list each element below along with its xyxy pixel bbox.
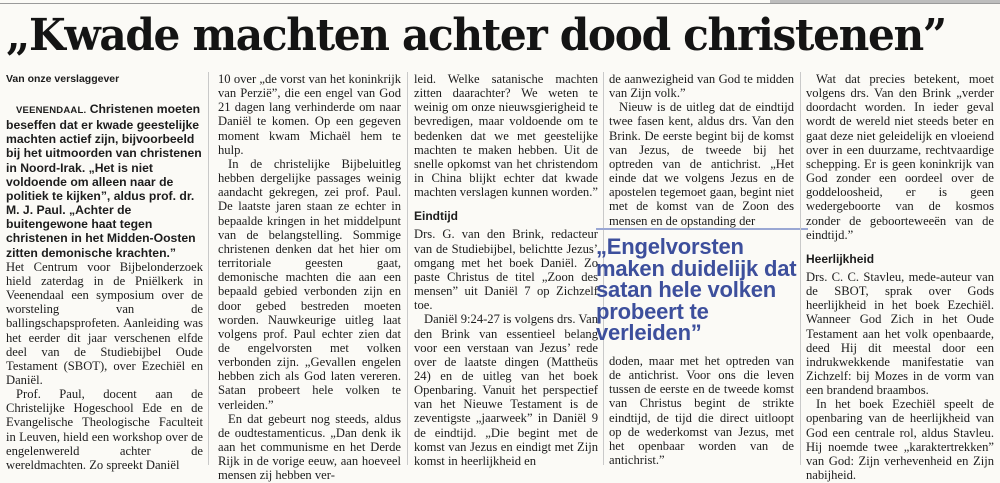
paragraph: de aanwezigheid van God te midden van Zijn volk.”: [609, 72, 794, 101]
paragraph: doden, maar met het optreden van de antichrist. Voor ons die leven tussen de eerste en de tweede komst van Christus begint de strikte eindtijd, de tijd die direct uitloopt op de wederkomst van Jezus, met het openbaar worden van de antichrist.”: [609, 354, 794, 468]
lead-text: Christenen moeten beseffen dat er kwade geestelijke machten actief zijn, bijvoorbeeld bij het uitmoorden van christenen in Noord-Irak. „Het is niet voldoende om alleen naar de politiek te kijken”, aldus prof. dr. M. J. Paul. „Achter de buitengewone haat tegen christenen in het Midden-Oosten zitten demonische krachten.”: [6, 102, 202, 260]
article-column-4-continued: [609, 354, 794, 467]
top-border-line: [0, 3, 1000, 4]
column-rule: [407, 72, 408, 465]
paragraph: 10 over „de vorst van het koninkrijk van Perzië”, die een engel van God 21 dagen lang verhinderde om naar Daniël te komen. Op een gegeven moment kwam Michaël hem te hulp.: [218, 72, 401, 157]
article-column-5: [806, 72, 994, 482]
article-column-1: [6, 72, 203, 472]
pull-quote-text: „Engelvorsten maken duidelijk dat satan hele volken probeert te verleiden”: [596, 234, 797, 345]
article-column-4: [609, 72, 794, 228]
paragraph: leid. Welke satanische machten zitten daarachter? We weten te weinig om onze nieuwsgierigheid te bevredigen, maar voldoende om te bedenken dat we met geestelijke machten te maken hebben. Uit de snelle opkomst van het christendom in China blijkt echter dat kwade machten verslagen kunnen worden.”: [414, 72, 598, 200]
article-lead: [6, 102, 203, 260]
paragraph: Nieuw is de uitleg dat de eindtijd twee fasen kent, aldus drs. Van den Brink. De eerste begint bij de komst van Jezus, de tweede bij het optreden van de antichrist. „Het einde dat we volgens Jezus en de apostelen tegemoet gaan, begint niet met de komst van de Zoon des mensen en de opstanding der: [609, 100, 794, 228]
dateline: VEENENDAAL.: [16, 105, 87, 116]
subhead-heerlijkheid: Heerlijkheid: [806, 251, 875, 266]
article-headline: „Kwade machten achter dood christenen”: [6, 10, 946, 61]
subhead-eindtijd: Eindtijd: [414, 209, 458, 224]
paragraph: Wat dat precies betekent, moet volgens drs. Van den Brink „verder doordacht worden. In ieder geval wordt de wereld niet steeds beter en gaat deze niet geleidelijk en vloeiend over in een duurzame, rechtvaardige schepping. Er is geen koninkrijk van God zonder een oordeel over de goddeloosheid, er is geen wedergeboorte van de kosmos zonder de geboorteweeën van de eindtijd.”: [806, 72, 994, 242]
paragraph: In de christelijke Bijbeluitleg hebben dergelijke passages weinig aandacht gekregen, zei prof. Paul. De laatste jaren staan ze echter in bepaalde kringen in het middelpunt van de belangstelling. Sommige christenen denken dat het hier om territoriale geesten gaat, demonische machten die aan een bepaald gebied verbonden zijn en door gebed bestreden moeten worden. Nauwkeurige uitleg laat volgens prof. Paul echter zien dat de engelvorsten met volken verbonden zijn. „Gevallen engelen hebben zich als God laten vereren. Satan probeert hele volken te verleiden.”: [218, 156, 401, 412]
paragraph: En dat gebeurt nog steeds, aldus de oudtestamenticus. „Dan denk ik aan het communisme en het Derde Rijk in de vorige eeuw, aan hoeveel mensen zij hebben ver-: [218, 411, 401, 483]
column-rule: [800, 72, 801, 465]
paragraph: In het boek Ezechiël speelt de openbaring van de heerlijkheid van God een centrale rol, aldus Stavleu. Hij noemde twee „karaktertrekken” van God: Zijn verhevenheid en Zijn nabijheid.: [806, 397, 994, 483]
paragraph: Het Centrum voor Bijbelonderzoek hield zaterdag in de Pniëlkerk in Veenendaal een symposium over de worsteling van de ballingschapsprofeten. Aanleiding was het eerder dit jaar verschenen elfde deel van de Studiebijbel Oude Testament (SBOT), over Ezechiël en Daniël.: [6, 259, 203, 387]
pull-quote: [596, 228, 808, 350]
paragraph: Daniël 9:24-27 is volgens drs. Van den Brink van essentieel belang voor een verstaan van Jezus’ rede over de laatste dingen (Mattheüs 24) en de uitleg van het boek Openbaring. Vanuit het perspectief van het Nieuwe Testament is de zeventigste „jaarweek” in Daniël 9 de eindtijd. „Die begint met de komst van Jezus en eindigt met Zijn komst in heerlijkheid en: [414, 312, 598, 468]
byline: Van onze verslaggever: [6, 73, 120, 85]
paragraph: Drs. G. van den Brink, redacteur van de Studiebijbel, belichtte Jezus’ omgang met het boek Daniël. Zo paste Christus de titel „Zoon des mensen” uit Daniël 7 op Zichzelf toe.: [414, 227, 598, 313]
article-column-2: [218, 72, 401, 483]
paragraph: Prof. Paul, docent aan de Christelijke Hogeschool Ede en de Evangelische Theologische Faculteit in Leuven, hield een workshop over de engelenwereld achter de wereldmachten. Zo spreekt Daniël: [6, 387, 203, 472]
article-column-3: [414, 72, 598, 468]
paragraph: Drs. C. C. Stavleu, mede-auteur van de SBOT, sprak over Gods heerlijkheid in het boek Ezechiël. Wanneer God Zich in het Oude Testament aan het volk openbaarde, deed Hij dit meestal door een indrukwekkende manifestatie van Zichzelf: bij Mozes in de vorm van een brandend braambos.: [806, 269, 994, 398]
column-rule: [208, 72, 209, 465]
